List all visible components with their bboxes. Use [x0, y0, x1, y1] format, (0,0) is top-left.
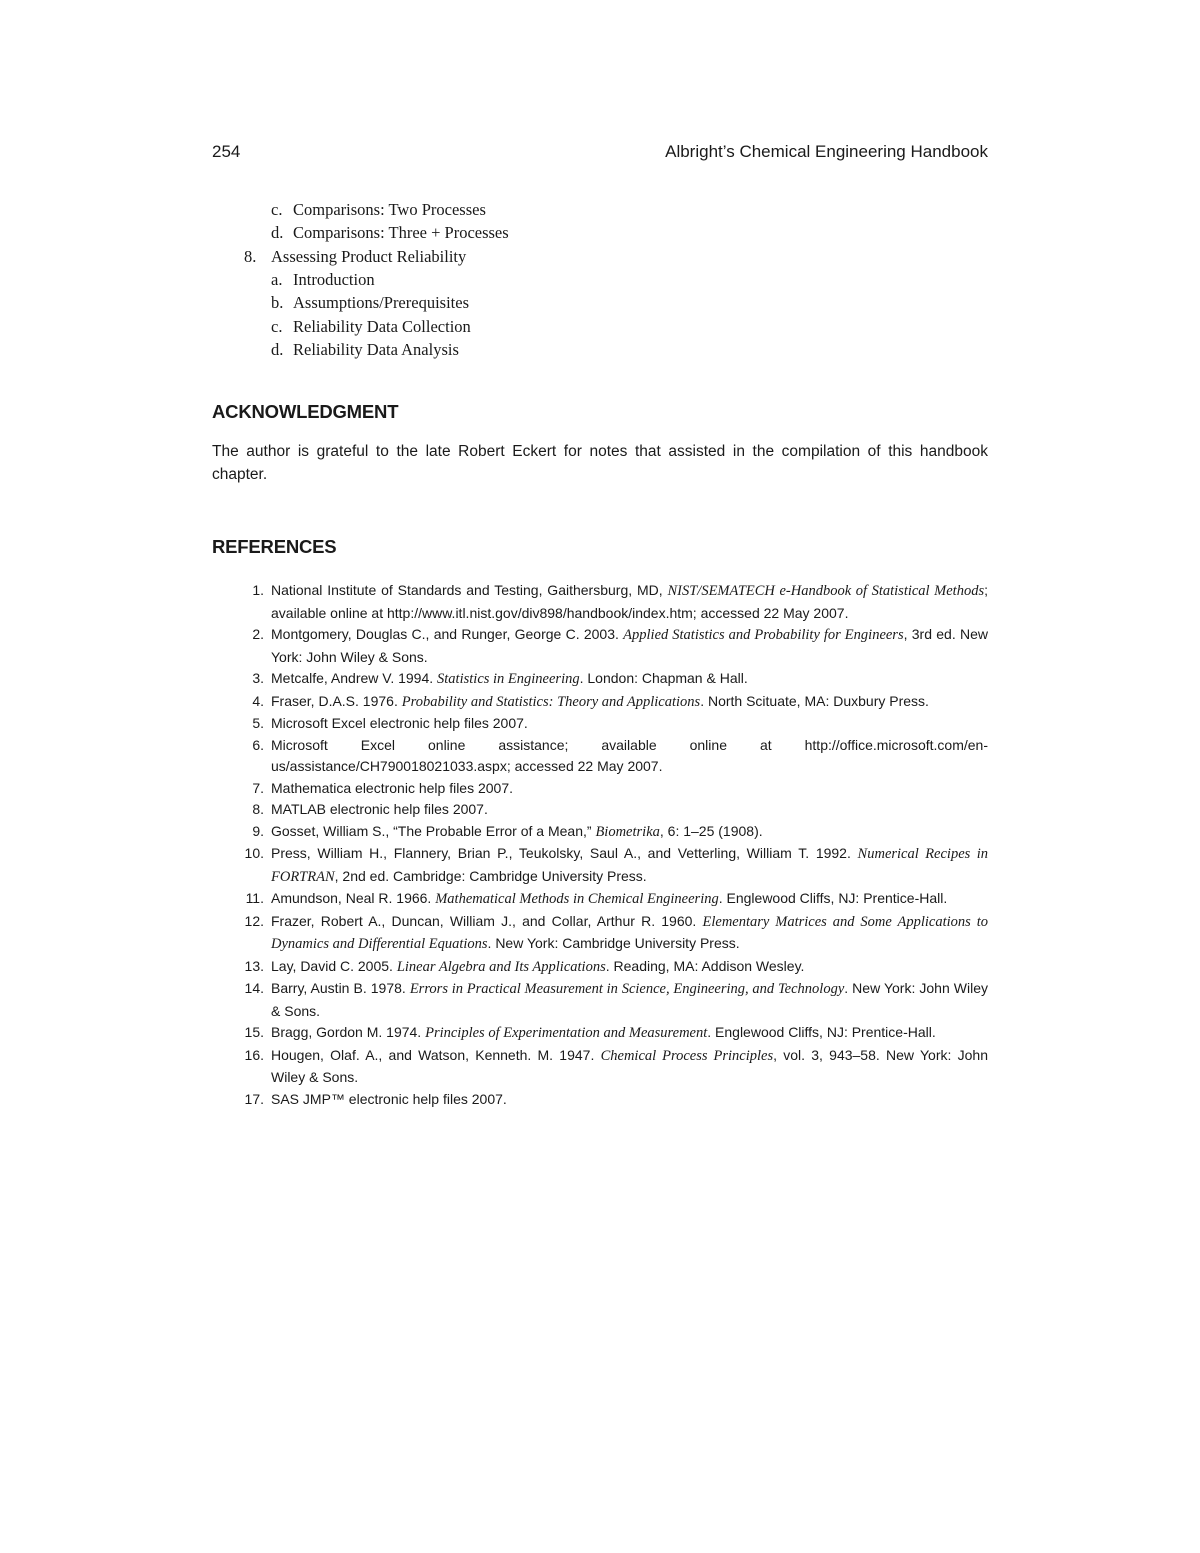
outline-item-text: Reliability Data Collection	[293, 316, 471, 336]
reference-text: . Englewood Cliffs, NJ: Prentice-Hall.	[718, 890, 948, 906]
reference-item	[212, 580, 988, 624]
reference-text: SAS JMP™ electronic help files 2007.	[271, 1090, 507, 1107]
reference-text: . London: Chapman & Hall.	[579, 670, 748, 686]
reference-item	[212, 911, 988, 956]
outline-item-text: Comparisons: Two Processes	[293, 200, 486, 219]
references-heading: REFERENCES	[212, 536, 337, 557]
reference-item	[212, 713, 988, 735]
reference-text: , 2nd ed. Cambridge: Cambridge University Press.	[334, 867, 647, 884]
outline-item	[271, 293, 469, 313]
reference-number: 9.	[252, 822, 264, 839]
outline-item	[244, 247, 466, 267]
reference-title: Mathematical Methods in Chemical Engineering	[435, 891, 719, 907]
reference-title: Linear Algebra and Its Applications	[396, 958, 606, 975]
reference-number: 15.	[244, 1024, 264, 1040]
reference-number: 1.	[252, 582, 264, 598]
reference-item	[212, 978, 988, 1022]
reference-item	[212, 1045, 988, 1089]
page-number: 254	[212, 142, 241, 161]
reference-number: 17.	[244, 1090, 264, 1107]
reference-text: Montgomery, Douglas C., and Runger, George C. 2003.	[271, 626, 624, 642]
reference-title: NIST/SEMATECH e-Handbook of Statistical Methods	[667, 583, 985, 599]
reference-number: 11.	[245, 890, 264, 906]
reference-item	[212, 668, 988, 691]
reference-text: Microsoft Excel electronic help files 2007.	[271, 715, 528, 731]
outline-item-text: Assumptions/Prerequisites	[293, 293, 469, 313]
reference-number: 8.	[252, 801, 264, 817]
reference-title: Errors in Practical Measurement in Science, Engineering, and Technology	[409, 981, 845, 997]
reference-text: , vol. 3, 943–58. New York: John Wiley & Sons.	[271, 1046, 988, 1085]
reference-text: Frazer, Robert A., Duncan, William J., and Collar, Arthur R. 1960.	[271, 912, 703, 929]
outline-item-marker: d.	[271, 223, 284, 243]
reference-title: Chemical Process Principles	[600, 1047, 774, 1064]
running-head: Albright’s Chemical Engineering Handbook	[665, 142, 988, 161]
references-list	[212, 580, 988, 1110]
reference-text: Metcalfe, Andrew V. 1994.	[271, 670, 438, 686]
outline-item	[271, 223, 509, 243]
reference-item	[212, 956, 988, 979]
outline-item	[271, 317, 471, 337]
reference-text: . Reading, MA: Addison Wesley.	[605, 957, 805, 974]
reference-text: ; available online at http://www.itl.nist.gov/div898/handbook/index.htm; accessed 22 May 2007.	[271, 582, 988, 621]
reference-text: Amundson, Neal R. 1966.	[271, 890, 436, 906]
reference-number: 6.	[252, 736, 264, 753]
reference-title: Elementary Matrices and Some Applications to Dynamics and Differential Equations	[271, 913, 989, 952]
reference-text: Microsoft Excel online assistance; available online at http://office.microsoft.com/en-us/assistance/CH790018021033.aspx; accessed 22 May 2007.	[271, 736, 988, 774]
reference-number: 3.	[252, 670, 264, 686]
reference-number: 10.	[244, 845, 264, 861]
outline-item	[271, 340, 459, 360]
outline-item	[271, 270, 375, 290]
outline-item-text: Comparisons: Three + Processes	[293, 223, 509, 243]
reference-text: MATLAB electronic help files 2007.	[271, 801, 488, 817]
reference-item	[212, 1089, 988, 1111]
reference-text: , 6: 1–25 (1908).	[659, 822, 763, 839]
reference-text: . North Scituate, MA: Duxbury Press.	[700, 692, 929, 709]
reference-title: Probability and Statistics: Theory and Applications	[401, 693, 701, 710]
reference-title: Applied Statistics and Probability for Engineers	[623, 627, 904, 643]
outline-item-marker: a.	[271, 269, 283, 289]
reference-text: Mathematica electronic help files 2007.	[271, 779, 514, 796]
outline-item-text: Introduction	[293, 269, 375, 289]
reference-text: Barry, Austin B. 1978.	[271, 980, 410, 996]
reference-number: 13.	[244, 957, 264, 974]
reference-title: Principles of Experimentation and Measurement	[425, 1025, 708, 1041]
reference-text: . New York: John Wiley & Sons.	[271, 980, 988, 1019]
reference-item	[212, 888, 988, 911]
acknowledgment-text: The author is grateful to the late Robert Eckert for notes that assisted in the compilation of this handbook chapter.	[212, 443, 988, 483]
reference-number: 16.	[244, 1046, 264, 1063]
reference-item	[212, 1022, 988, 1045]
reference-number: 14.	[244, 980, 264, 996]
reference-number: 12.	[244, 912, 264, 929]
reference-text: . New York: Cambridge University Press.	[487, 935, 740, 951]
outline-item-text: Assessing Product Reliability	[271, 246, 467, 266]
outline-item-marker: b.	[271, 293, 284, 313]
reference-text: Hougen, Olaf. A., and Watson, Kenneth. M. 1947.	[271, 1046, 601, 1063]
reference-text: Gosset, William S., “The Probable Error of a Mean,”	[271, 822, 596, 839]
outline-item-marker: d.	[271, 339, 284, 359]
reference-text: National Institute of Standards and Testing, Gaithersburg, MD,	[271, 582, 668, 598]
reference-item	[212, 778, 988, 800]
reference-item	[212, 799, 988, 821]
reference-number: 7.	[252, 779, 264, 796]
reference-number: 5.	[252, 715, 264, 731]
reference-text: , 3rd ed. New York: John Wiley & Sons.	[271, 626, 988, 665]
reference-title: Numerical Recipes in FORTRAN	[271, 846, 988, 885]
reference-item	[212, 691, 988, 714]
acknowledgment-heading: ACKNOWLEDGMENT	[212, 401, 399, 422]
reference-number: 4.	[252, 692, 264, 709]
reference-title: Biometrika	[595, 823, 660, 840]
reference-text: Bragg, Gordon M. 1974.	[271, 1024, 426, 1040]
reference-item	[212, 821, 988, 844]
outline-item-text: Reliability Data Analysis	[293, 339, 459, 359]
outline-item	[271, 200, 486, 220]
reference-text: Lay, David C. 2005.	[271, 957, 397, 974]
reference-title: Statistics in Engineering	[437, 671, 580, 687]
reference-text: Fraser, D.A.S. 1976.	[271, 692, 402, 709]
outline-item-marker: c.	[271, 316, 283, 336]
reference-item	[212, 735, 988, 778]
outline-item-marker: 8.	[244, 246, 257, 266]
reference-item	[212, 624, 988, 668]
reference-text: Press, William H., Flannery, Brian P., Teukolsky, Saul A., and Vetterling, William T. 1992.	[271, 845, 858, 861]
outline-item-marker: c.	[271, 200, 283, 219]
reference-number: 2.	[252, 626, 264, 642]
reference-text: . Englewood Cliffs, NJ: Prentice-Hall.	[707, 1024, 936, 1040]
reference-item	[212, 843, 988, 888]
